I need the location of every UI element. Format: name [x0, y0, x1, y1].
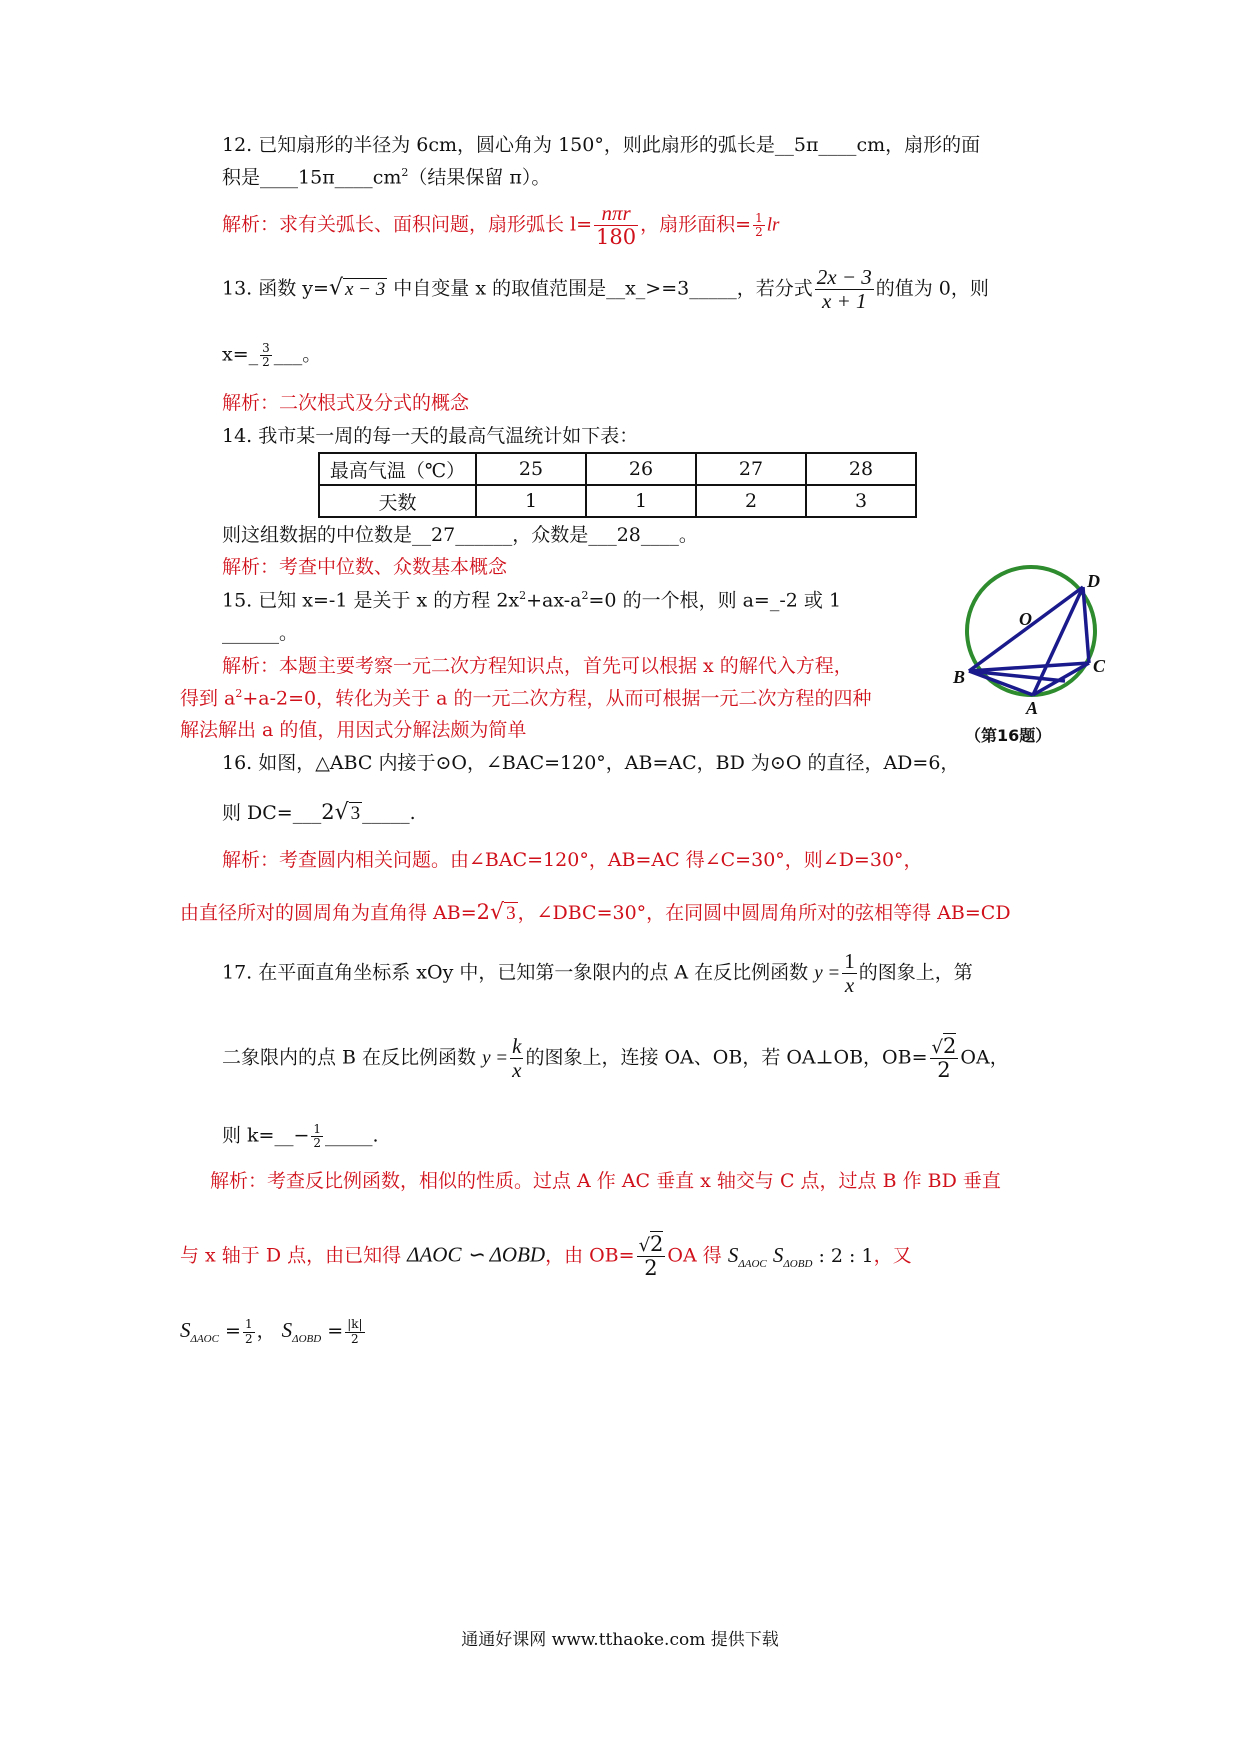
q16-analysis-text: 由直径所对的圆周角为直角得 AB= — [180, 902, 477, 924]
sqrt-icon: √ — [931, 1037, 944, 1058]
q15-text-a: 15. 已知 x=-1 是关于 x 的方程 2x — [222, 589, 520, 612]
q13-x-answer: $\frac{3}{2}$ — [262, 341, 270, 370]
q15-line1 — [222, 589, 841, 612]
table-cell: 25 — [476, 453, 586, 485]
q15-line2: ______。 — [222, 622, 299, 644]
q15-text-b: +ax-a — [526, 589, 582, 612]
q12-arc-answer: __5π____ — [774, 134, 857, 156]
area-s: S — [727, 1242, 739, 1267]
label-d: D — [1087, 571, 1100, 591]
q15-analysis-text: 得到 a — [180, 687, 236, 710]
q17-line1 — [222, 950, 973, 997]
q13-text-e: ___。 — [273, 343, 322, 366]
q13-radicand: x − 3 — [344, 278, 386, 300]
q17-line4: $S_{\Delta AOC}$ = $\frac{1}{2}$ ， $S_{\Delta OBD}$ = $\frac{|k|}{2}$ — [180, 1317, 363, 1346]
q16-analysis-line2 — [180, 900, 1011, 926]
table-header-cell: 最高气温（℃） — [319, 453, 476, 485]
q13-text-a: 13. 函数 y= — [222, 277, 329, 300]
circle-figure — [955, 565, 1120, 750]
area-sub: ΔAOC — [738, 1257, 767, 1270]
q13-text-b: 中自变量 x 的取值范围是 — [393, 277, 607, 300]
q13-fraction: $\frac{2x - 3}{x + 1}$ — [816, 265, 872, 314]
area-ratio-value: : 2 : 1 — [818, 1244, 874, 1267]
q13-line1 — [222, 266, 989, 313]
q15-sup: 2 — [519, 589, 527, 602]
q12-text-d: （结果保留 π）。 — [408, 166, 551, 189]
q17-frac2: $\frac{k}{x}$ — [512, 1034, 522, 1083]
q16-text-b: _____. — [362, 802, 416, 824]
sqrt-icon: √ — [638, 1235, 651, 1256]
area-sub: ΔOBD — [292, 1332, 322, 1345]
q17-analysis-sqrt2 — [637, 1233, 666, 1280]
area-s: S — [772, 1242, 784, 1267]
half-fraction: $\frac{1}{2}$ — [755, 210, 763, 240]
q12-area-answer: ____15π____ — [260, 166, 373, 189]
q17-sqrt2-radicand: 2 — [943, 1034, 957, 1058]
q12-text-b: cm，扇形的面 — [856, 134, 981, 156]
q16-line2 — [222, 800, 416, 826]
table-cell: 28 — [806, 453, 916, 485]
q13-text-c: ，若分式 — [736, 277, 813, 300]
q17-analysis-text: 与 x 轴于 D 点，由已知得 — [180, 1244, 402, 1267]
q12-analysis — [222, 202, 779, 249]
page-footer: 通通好课网 www.tthaoke.com 提供下载 — [461, 1630, 779, 1650]
area-s: S — [180, 1318, 191, 1342]
q17-k-sign: − — [293, 1124, 310, 1147]
q14-text-b: ，众数是 — [512, 524, 589, 546]
q17-text-a: 17. 在平面直角坐标系 xOy 中，已知第一象限内的点 A 在反比例函数 — [222, 961, 809, 984]
q16-analysis-text: ，∠DBC=30°，在同圆中圆周角所对的弦相等得 AB=CD — [517, 902, 1011, 924]
q17-analysis-text: ，由 OB= — [545, 1244, 635, 1267]
label-c: C — [1093, 656, 1106, 676]
q15-answer: _-2 或 1 — [769, 589, 842, 612]
arc-num: nπr — [594, 202, 638, 226]
table-cell: 1 — [476, 485, 586, 517]
q17-y-eq: y = — [482, 1047, 509, 1069]
q15-analysis-line3: 解法解出 a 的值，用因式分解法颇为简单 — [180, 719, 527, 741]
q13-text-d: 的值为 0，则 — [875, 277, 989, 300]
q14-analysis: 解析：考查中位数、众数基本概念 — [222, 556, 508, 578]
q12-text-c: 积是 — [222, 166, 261, 189]
q14-line2 — [222, 524, 698, 547]
area-sub: ΔOBD — [783, 1257, 813, 1270]
q17-half: $\frac{1}{2}$ — [244, 1317, 253, 1346]
area-s: S — [281, 1318, 293, 1342]
q17-k-answer: $\frac{1}{2}$ — [313, 1122, 322, 1151]
table-row — [319, 485, 916, 517]
q17-text-g: _____. — [325, 1124, 379, 1147]
q17-text-b: 的图象上，第 — [858, 961, 973, 984]
table-cell: 1 — [586, 485, 696, 517]
q14-line1: 14. 我市某一周的每一天的最高气温统计如下表： — [222, 425, 639, 447]
table-cell: 27 — [696, 453, 806, 485]
q16-line1: 16. 如图，△ABC 内接于⊙O，∠BAC=120°，AB=AC，BD 为⊙O 的直径，AD=6， — [222, 752, 960, 774]
label-b: B — [953, 667, 966, 687]
q17-text-c: 二象限内的点 B 在反比例函数 — [222, 1046, 477, 1069]
q13-range-answer: __x_>=3_____ — [606, 277, 737, 300]
table-cell: 2 — [696, 485, 806, 517]
q15-text-c: =0 的一个根，则 a= — [588, 589, 770, 612]
q17-analysis-line2 — [180, 1233, 912, 1280]
q13-x-label: x=_ — [222, 343, 259, 366]
q15-analysis-line1: 解析：本题主要考察一元二次方程知识点，首先可以根据 x 的解代入方程， — [222, 655, 853, 677]
table-cell: 26 — [586, 453, 696, 485]
table-row — [319, 453, 916, 485]
q17-frac1: $\frac{1}{x}$ — [844, 949, 855, 998]
q12-analysis-text-b: ，扇形面积= — [640, 213, 752, 236]
area-sub: ΔAOC — [190, 1332, 219, 1345]
q17-analysis-text: OA 得 — [667, 1244, 722, 1267]
q14-mode-answer: ___28____ — [588, 524, 679, 546]
q12-text-a: 12. 已知扇形的半径为 6cm，圆心角为 150°，则此扇形的弧长是 — [222, 134, 775, 156]
q17-sqrt2-den: 2 — [644, 1256, 658, 1281]
q12-unit-sup: 2 — [401, 166, 409, 179]
arc-length-formula — [594, 202, 638, 249]
lr-term: lr — [766, 214, 780, 236]
q16-analysis-line1: 解析：考查圆内相关问题。由∠BAC=120°，AB=AC 得∠C=30°，则∠D=30°， — [222, 849, 923, 871]
q17-text-f: 则 k=__ — [222, 1124, 294, 1147]
sqrt-icon: √ — [334, 800, 349, 825]
q17-area-ratio — [727, 1242, 874, 1270]
q17-similar: ΔAOC ∽ ΔOBD — [407, 1242, 546, 1267]
label-a: A — [1026, 698, 1039, 718]
table-cell: 3 — [806, 485, 916, 517]
sqrt-icon: √ — [328, 275, 343, 301]
segment-bd — [969, 587, 1083, 671]
q15-sup: 2 — [581, 589, 589, 602]
q14-text-c: 。 — [678, 524, 698, 546]
q17-sqrt2-frac — [930, 1035, 959, 1082]
label-o: O — [1019, 609, 1032, 629]
q12-unit: cm — [372, 166, 402, 189]
q15-analysis-text: +a-2=0，转化为关于 a 的一元二次方程，从而可根据一元二次方程的四种 — [242, 687, 872, 710]
q16-ab-coef: 2 — [476, 900, 491, 924]
q15-analysis-sup: 2 — [235, 687, 243, 700]
q17-line2 — [222, 1035, 1009, 1082]
figure-caption: （第16题） — [965, 726, 1052, 745]
table-header-cell: 天数 — [319, 485, 476, 517]
q17-sqrt2-radicand: 2 — [650, 1232, 664, 1256]
arc-den: 180 — [596, 225, 637, 250]
q17-text-d: 的图象上，连接 OA、OB，若 OA⊥OB，OB= — [525, 1046, 928, 1069]
q15-analysis-line2 — [180, 687, 872, 710]
q16-text-a: 则 DC=___ — [222, 802, 322, 824]
q17-analysis-line1: 解析：考查反比例函数，相似的性质。过点 A 作 AC 垂直 x 轴交与 C 点，过点 B 作 BD 垂直 — [210, 1170, 1001, 1192]
segment-bc — [969, 663, 1089, 671]
q13-analysis: 解析：二次根式及分式的概念 — [222, 392, 470, 414]
temperature-table — [318, 452, 917, 518]
q16-ab-radicand: 3 — [506, 903, 516, 924]
q17-analysis-text: ，又 — [873, 1244, 912, 1267]
q17-sqrt2-den: 2 — [937, 1058, 951, 1083]
q14-median-answer: __27______ — [412, 524, 513, 546]
q17-y-eq: y = — [814, 962, 841, 984]
q17-line3 — [222, 1123, 379, 1150]
q14-text-a: 则这组数据的中位数是 — [222, 524, 413, 546]
q16-answer-coef: 2 — [321, 800, 335, 824]
q12-line1 — [222, 134, 980, 157]
q17-absk-frac: $\frac{|k|}{2}$ — [347, 1317, 363, 1346]
q13-line2 — [222, 342, 321, 369]
sqrt-icon: √ — [490, 900, 505, 925]
q17-text-e: OA， — [960, 1046, 1009, 1069]
q12-analysis-text-a: 解析：求有关弧长、面积问题，扇形弧长 l= — [222, 213, 593, 236]
q12-line2 — [222, 166, 550, 189]
q16-answer-radicand: 3 — [350, 803, 361, 824]
